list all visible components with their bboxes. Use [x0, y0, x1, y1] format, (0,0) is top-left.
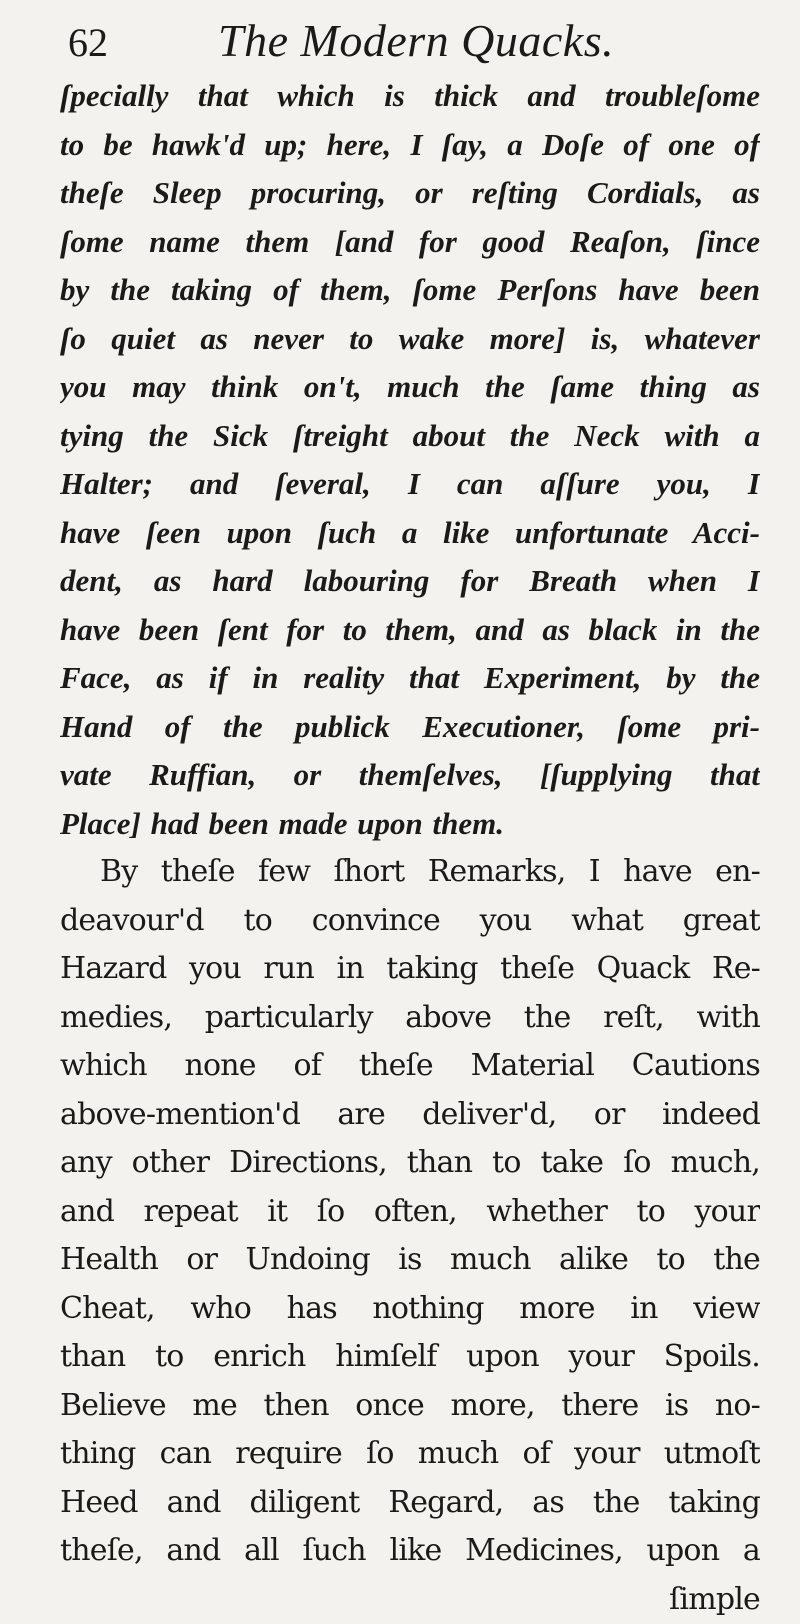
- text-line: thing can require ſo much of your utmoſt: [60, 1430, 760, 1479]
- text-line: than to enrich himſelf upon your Spoils.: [60, 1333, 760, 1382]
- text-line: deavour'd to convince you what great: [60, 897, 760, 946]
- text-line: ſimple: [60, 1576, 760, 1624]
- text-line: to be hawk'd up; here, I ſay, a Doſe of one of: [60, 121, 760, 170]
- text-line: ſome name them [and for good Reaſon, ſince: [60, 218, 760, 267]
- text-line: have been ſent for to them, and as black in the: [60, 606, 760, 655]
- text-line: By theſe few ſhort Remarks, I have en-: [60, 848, 760, 897]
- text-line: medies, particularly above the reſt, with: [60, 994, 760, 1043]
- text-line: Believe me then once more, there is no-: [60, 1382, 760, 1431]
- text-line: ſpecially that which is thick and troubleſome: [60, 72, 760, 121]
- text-line: any other Directions, than to take ſo much,: [60, 1139, 760, 1188]
- text-line: Heed and diligent Regard, as the taking: [60, 1479, 760, 1528]
- text-line: theſe, and all ſuch like Medicines, upon a: [60, 1527, 760, 1576]
- text-line: Health or Undoing is much alike to the: [60, 1236, 760, 1285]
- page-number: 62: [68, 19, 218, 66]
- text-line: by the taking of them, ſome Perſons have been: [60, 266, 760, 315]
- text-line: and repeat it ſo often, whether to your: [60, 1188, 760, 1237]
- text-line: Hazard you run in taking theſe Quack Re-: [60, 945, 760, 994]
- text-line: theſe Sleep procuring, or reſting Cordials, as: [60, 169, 760, 218]
- body-text: [60, 72, 760, 1624]
- text-line: above-mention'd are deliver'd, or indeed: [60, 1091, 760, 1140]
- text-line: tying the Sick ſtreight about the Neck with a: [60, 412, 760, 461]
- text-line: Face, as if in reality that Experiment, by the: [60, 654, 760, 703]
- text-line: Hand of the publick Executioner, ſome pri-: [60, 703, 760, 752]
- running-head: The Modern Quacks.: [218, 14, 614, 67]
- text-line: Place] had been made upon them.: [60, 800, 760, 849]
- text-line: which none of theſe Material Cautions: [60, 1042, 760, 1091]
- text-line: ſo quiet as never to wake more] is, whatever: [60, 315, 760, 364]
- text-line: you may think on't, much the ſame thing as: [60, 363, 760, 412]
- text-line: Halter; and ſeveral, I can aſſure you, I: [60, 460, 760, 509]
- text-line: have ſeen upon ſuch a like unfortunate Acci-: [60, 509, 760, 558]
- text-line: Cheat, who has nothing more in view: [60, 1285, 760, 1334]
- page-header: [60, 14, 760, 72]
- text-line: dent, as hard labouring for Breath when I: [60, 557, 760, 606]
- text-line: vate Ruffian, or themſelves, [ſupplying that: [60, 751, 760, 800]
